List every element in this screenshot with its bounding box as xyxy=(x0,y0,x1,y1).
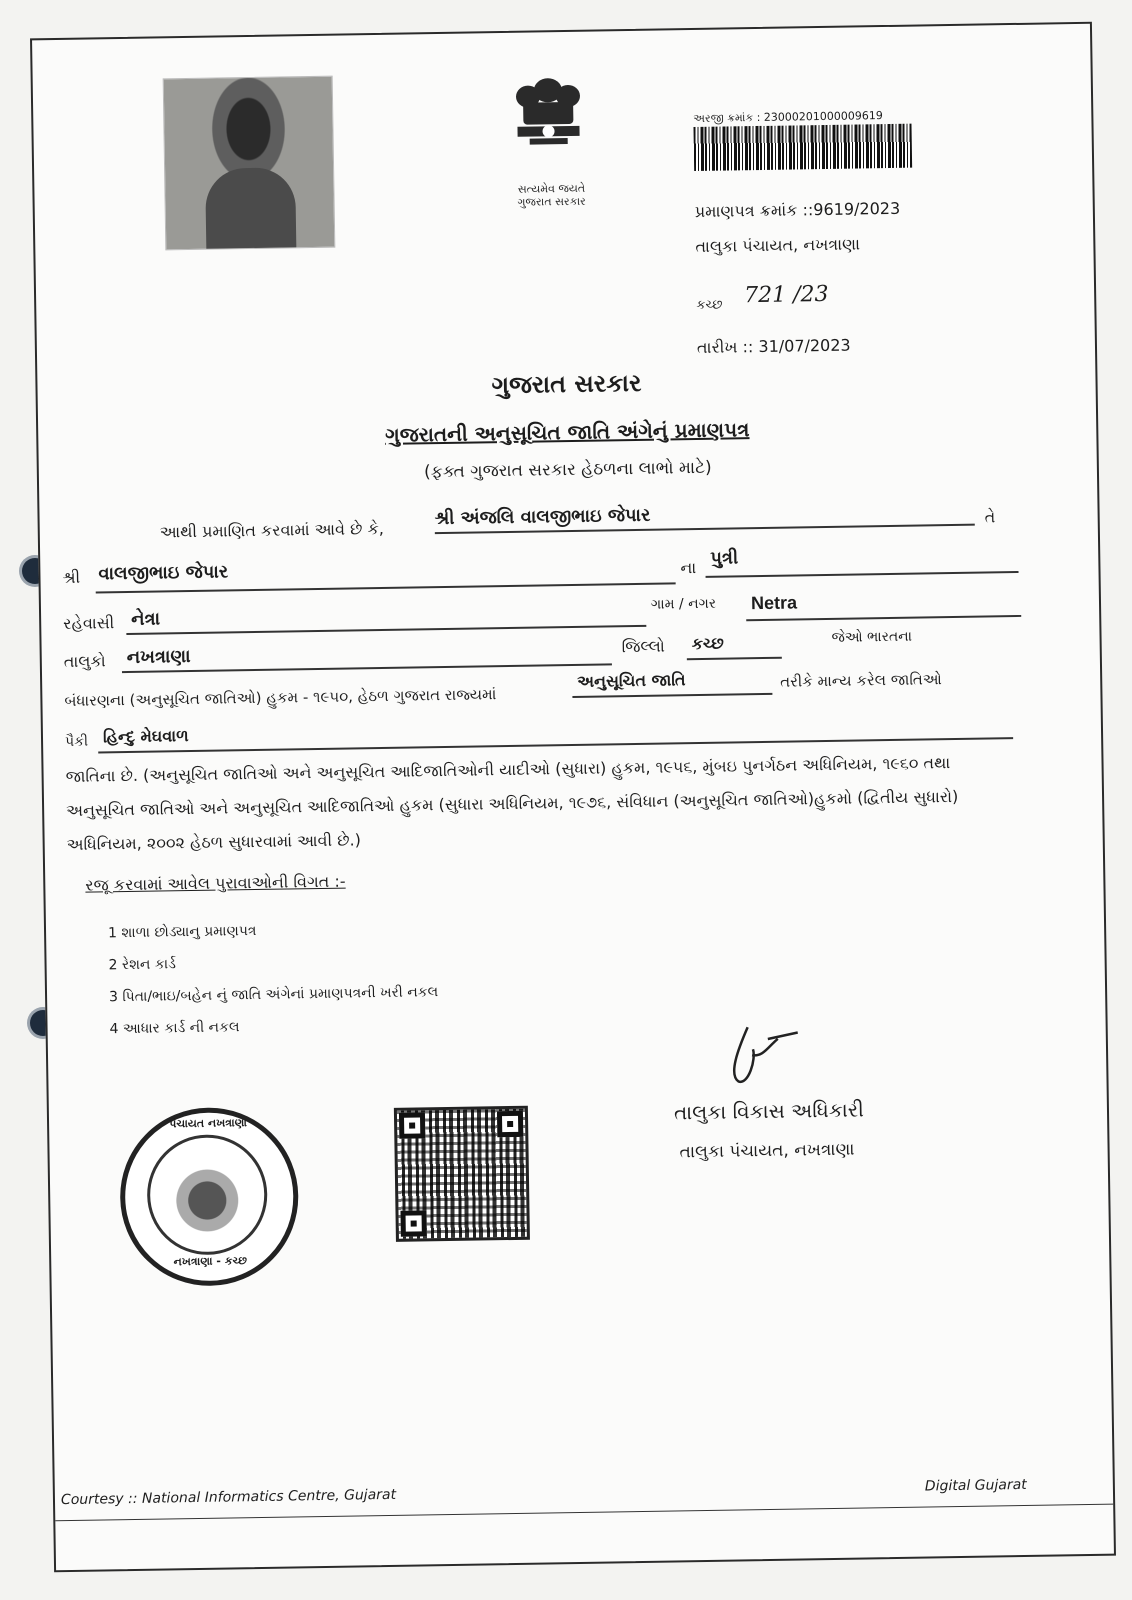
handwritten-number: 721 /23 xyxy=(743,281,829,309)
barcode xyxy=(693,124,912,171)
state-emblem-icon xyxy=(503,72,594,153)
evidence-item: 4 આધાર કાર્ડ ની નકલ xyxy=(109,1019,240,1038)
legal-line-2: અનુસૂચિત જાતિઓ અને અનુસૂચિત આદિજાતિઓ હુકમ (સુધારા અધિનિયમ, ૧૯૭૬, સંવિધાન (અનુસૂચિત જાતિઓ)હુકમો (દ્વિતીય સુધારો) xyxy=(65,786,959,820)
certificate-page xyxy=(30,22,1116,1572)
te-label: તે xyxy=(984,507,996,527)
signature-icon xyxy=(708,1018,809,1090)
relation: પુત્રી xyxy=(710,547,739,569)
issue-date: તારીખ :: 31/07/2023 xyxy=(696,335,851,357)
evidence-item: 1 શાળા છોડ્યાનુ પ્રમાણપત્ર xyxy=(107,922,257,942)
seal-bottom-text: નખત્રાણા - કચ્છ xyxy=(173,1254,248,1269)
legal-line-1: જાતિના છે. (અનુસૂચિત જાતિઓ અને અનુસૂચિત આદિજાતિઓની યાદીઓ (સુધારા) હુકમ, ૧૯૫૬, મુંબઇ પુનર્ગઠન અધિનિયમ, ૧૯૬૦ તથા xyxy=(65,753,951,786)
seal-emblem-icon xyxy=(146,1134,268,1256)
certificate-title-text: ગુજરાતની અનુસૂચિત જાતિ અંગેનું પ્રમાણપત્ર xyxy=(384,417,750,447)
district-value: કચ્છ xyxy=(691,633,725,654)
father-name: વાલજીભાઇ જેપાર xyxy=(98,561,229,585)
kutch-label: કચ્છ xyxy=(696,297,723,314)
emblem-motto: સત્યમેવ જયતે xyxy=(517,181,586,196)
certificate-subtitle: (ફક્ત ગુજરાત સરકાર હેઠળના લાભો માટે) xyxy=(423,457,712,483)
resident-label: રહેવાસી xyxy=(63,613,115,633)
footer-courtesy: Courtesy :: National Informatics Centre, Gujarat xyxy=(60,1486,397,1509)
officer-designation: તાલુકા વિકાસ અધિકારી xyxy=(673,1097,865,1125)
na-label: ના xyxy=(680,558,697,578)
district-label: જિલ્લો xyxy=(621,636,665,657)
emblem-caption xyxy=(486,181,616,209)
category-value: અનુસૂચિત જાતિ xyxy=(577,670,686,691)
footer-divider xyxy=(55,1504,1113,1522)
officer-office: તાલુકા પંચાયત, નખત્રાણા xyxy=(679,1139,855,1163)
emblem-govt: ગુજરાત સરકાર xyxy=(517,194,586,209)
evidence-heading: રજૂ કરવામાં આવેલ પુરાવાઓની વિગત :- xyxy=(85,871,346,895)
footer-digital-gujarat: Digital Gujarat xyxy=(924,1476,1027,1495)
holder-name: શ્રી અંજલિ વાલજીભાઇ જેપાર xyxy=(434,504,651,530)
resident-value: નેત્રા xyxy=(130,608,161,630)
header-office: તાલુકા પંચાયત, નખત્રાણા xyxy=(695,234,861,257)
taluka-label: તાલુકો xyxy=(63,651,106,671)
application-number: અરજી ક્રમાંક : 23000201000009619 xyxy=(693,109,883,126)
legal-line-3: અધિનિયમ, ૨૦૦૨ હેઠળ સુધારવામાં આવી છે.) xyxy=(66,830,362,854)
official-seal xyxy=(119,1106,300,1287)
qr-code xyxy=(394,1106,530,1242)
legal-paragraph xyxy=(65,744,1076,862)
certify-label: આથી પ્રમાણિત કરવામાં આવે છે કે, xyxy=(159,518,385,542)
shri-label: શ્રી xyxy=(62,567,81,587)
recognised-label: તરીકે માન્ય કરેલ જાતિઓ xyxy=(780,670,942,691)
taluka-value: નખત્રાણા xyxy=(126,645,191,668)
evidence-item: 2 રેશન કાર્ડ xyxy=(108,956,176,974)
village-value: Netra xyxy=(750,592,798,614)
applicant-photo xyxy=(163,76,336,251)
india-label: જેઓ ભારતના xyxy=(831,628,913,646)
village-label: ગામ / નગર xyxy=(650,595,717,613)
evidence-item: 3 પિતા/ભાઇ/બહેન નું જાતિ અંગેનાં પ્રમાણપત્રની ખરી નકલ xyxy=(108,984,439,1006)
certificate-number: પ્રમાણપત્ર ક્રમાંક ::9619/2023 xyxy=(694,198,901,222)
evidence-list xyxy=(108,912,439,1045)
seal-top-text: પંચાયત નખત્રાણા xyxy=(169,1116,248,1131)
constitution-label: બંધારણના (અનુસૂચિત જાતિઓ) હુકમ - ૧૯૫૦, હેઠળ ગુજરાત રાજ્યમાં xyxy=(64,685,497,710)
among-label: પૈકી xyxy=(64,733,89,750)
caste-value: હિન્દુ મેઘવાળ xyxy=(102,726,189,747)
certificate-title xyxy=(38,412,1096,453)
govt-title: ગુજરાત સરકાર xyxy=(491,368,642,400)
